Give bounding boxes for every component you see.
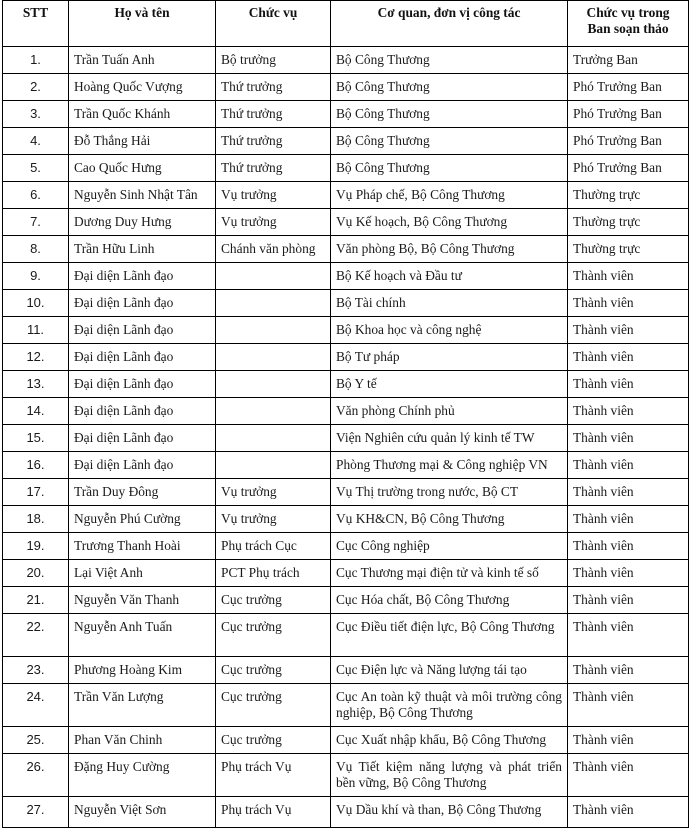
cell-position [216,371,331,398]
cell-name: Đại diện Lãnh đạo [69,371,216,398]
cell-organization: Bộ Tài chính [331,290,568,317]
header-committee-role: Chức vụ trong Ban soạn thảo [568,1,689,47]
cell-stt: 24. [3,684,69,727]
cell-position: Phụ trách Cục [216,533,331,560]
cell-committee-role: Thành viên [568,797,689,828]
cell-stt: 9. [3,263,69,290]
cell-name: Đại diện Lãnh đạo [69,425,216,452]
cell-committee-role: Phó Trưởng Ban [568,155,689,182]
cell-organization: Cục Thương mại điện tử và kinh tế số [331,560,568,587]
cell-organization: Bộ Tư pháp [331,344,568,371]
cell-stt: 25. [3,727,69,754]
cell-position: Thứ trưởng [216,155,331,182]
cell-organization: Vụ Dầu khí và than, Bộ Công Thương [331,797,568,828]
table-row [3,290,689,317]
cell-committee-role: Phó Trưởng Ban [568,128,689,155]
cell-name: Đại diện Lãnh đạo [69,344,216,371]
table-row [3,263,689,290]
cell-organization: Bộ Công Thương [331,101,568,128]
cell-committee-role: Thành viên [568,533,689,560]
cell-stt: 16. [3,452,69,479]
cell-organization: Vụ KH&CN, Bộ Công Thương [331,506,568,533]
cell-position [216,263,331,290]
table-row [3,452,689,479]
cell-position: PCT Phụ trách [216,560,331,587]
cell-position: Vụ trưởng [216,209,331,236]
cell-position: Vụ trưởng [216,479,331,506]
cell-position: Cục trưởng [216,727,331,754]
cell-stt: 26. [3,754,69,797]
cell-organization: Cục Công nghiệp [331,533,568,560]
cell-stt: 8. [3,236,69,263]
table-row [3,560,689,587]
cell-stt: 17. [3,479,69,506]
cell-committee-role: Thường trực [568,209,689,236]
cell-position: Vụ trưởng [216,182,331,209]
table-row [3,371,689,398]
cell-name: Trần Quốc Khánh [69,101,216,128]
cell-name: Nguyễn Việt Sơn [69,797,216,828]
cell-stt: 20. [3,560,69,587]
cell-organization: Vụ Pháp chế, Bộ Công Thương [331,182,568,209]
table-row [3,425,689,452]
table-row [3,317,689,344]
table-row [3,101,689,128]
cell-organization: Bộ Công Thương [331,74,568,101]
table-row [3,587,689,614]
cell-committee-role: Thành viên [568,317,689,344]
header-name: Họ và tên [69,1,216,47]
cell-organization: Bộ Y tế [331,371,568,398]
header-position: Chức vụ [216,1,331,47]
cell-position: Thứ trưởng [216,74,331,101]
cell-stt: 3. [3,101,69,128]
cell-organization: Bộ Khoa học và công nghệ [331,317,568,344]
cell-organization: Bộ Kế hoạch và Đầu tư [331,263,568,290]
table-row [3,506,689,533]
table-row [3,657,689,684]
cell-position [216,290,331,317]
header-stt: STT [3,1,69,47]
table-row [3,344,689,371]
cell-committee-role: Thành viên [568,587,689,614]
cell-position: Phụ trách Vụ [216,797,331,828]
cell-committee-role: Thành viên [568,344,689,371]
cell-organization: Cục Xuất nhập khẩu, Bộ Công Thương [331,727,568,754]
cell-committee-role: Thành viên [568,398,689,425]
table-row [3,614,689,657]
cell-name: Đại diện Lãnh đạo [69,263,216,290]
cell-name: Đỗ Thắng Hải [69,128,216,155]
cell-name: Đại diện Lãnh đạo [69,290,216,317]
cell-position: Chánh văn phòng [216,236,331,263]
cell-committee-role: Thành viên [568,684,689,727]
cell-stt: 27. [3,797,69,828]
table-row [3,533,689,560]
table-row [3,754,689,797]
cell-position: Phụ trách Vụ [216,754,331,797]
cell-name: Nguyễn Sinh Nhật Tân [69,182,216,209]
cell-stt: 1. [3,47,69,74]
cell-name: Phan Văn Chinh [69,727,216,754]
cell-committee-role: Thành viên [568,614,689,657]
cell-stt: 13. [3,371,69,398]
cell-organization: Cục Điện lực và Năng lượng tái tạo [331,657,568,684]
cell-committee-role: Thường trực [568,236,689,263]
table-row [3,209,689,236]
cell-organization: Cục Hóa chất, Bộ Công Thương [331,587,568,614]
cell-stt: 19. [3,533,69,560]
cell-stt: 15. [3,425,69,452]
table-header-row [3,1,689,47]
cell-name: Phương Hoàng Kim [69,657,216,684]
table-row [3,74,689,101]
cell-organization: Văn phòng Chính phủ [331,398,568,425]
cell-organization: Cục An toàn kỹ thuật và môi trường công nghiệp, Bộ Công Thương [331,684,568,727]
cell-name: Trần Duy Đông [69,479,216,506]
cell-stt: 23. [3,657,69,684]
cell-organization: Cục Điều tiết điện lực, Bộ Công Thương [331,614,568,657]
cell-stt: 11. [3,317,69,344]
table-row [3,684,689,727]
cell-stt: 18. [3,506,69,533]
cell-position [216,317,331,344]
cell-name: Trần Tuấn Anh [69,47,216,74]
cell-committee-role: Thành viên [568,425,689,452]
cell-committee-role: Thành viên [568,727,689,754]
cell-committee-role: Thành viên [568,371,689,398]
cell-position: Cục trưởng [216,657,331,684]
cell-position [216,425,331,452]
cell-name: Đặng Huy Cường [69,754,216,797]
cell-name: Trần Văn Lượng [69,684,216,727]
table-row [3,479,689,506]
cell-position [216,452,331,479]
table-row [3,398,689,425]
cell-organization: Phòng Thương mại & Công nghiệp VN [331,452,568,479]
cell-position: Thứ trưởng [216,101,331,128]
cell-committee-role: Thành viên [568,479,689,506]
table-row [3,128,689,155]
cell-stt: 22. [3,614,69,657]
cell-stt: 12. [3,344,69,371]
cell-name: Nguyễn Phú Cường [69,506,216,533]
cell-committee-role: Trưởng Ban [568,47,689,74]
table-row [3,727,689,754]
table-row [3,182,689,209]
cell-position: Vụ trưởng [216,506,331,533]
cell-stt: 5. [3,155,69,182]
cell-position: Bộ trưởng [216,47,331,74]
cell-name: Đại diện Lãnh đạo [69,398,216,425]
cell-name: Đại diện Lãnh đạo [69,317,216,344]
header-organization: Cơ quan, đơn vị công tác [331,1,568,47]
cell-name: Nguyễn Văn Thanh [69,587,216,614]
cell-name: Đại diện Lãnh đạo [69,452,216,479]
cell-organization: Bộ Công Thương [331,47,568,74]
cell-position [216,344,331,371]
cell-organization: Văn phòng Bộ, Bộ Công Thương [331,236,568,263]
cell-position: Cục trưởng [216,684,331,727]
cell-position [216,398,331,425]
cell-stt: 14. [3,398,69,425]
table-row [3,236,689,263]
cell-name: Hoàng Quốc Vượng [69,74,216,101]
cell-organization: Bộ Công Thương [331,128,568,155]
cell-organization: Bộ Công Thương [331,155,568,182]
cell-organization: Viện Nghiên cứu quản lý kinh tế TW [331,425,568,452]
table-row [3,47,689,74]
cell-name: Nguyễn Anh Tuấn [69,614,216,657]
cell-committee-role: Thành viên [568,560,689,587]
cell-position: Thứ trưởng [216,128,331,155]
table-row [3,155,689,182]
cell-name: Cao Quốc Hưng [69,155,216,182]
cell-name: Dương Duy Hưng [69,209,216,236]
cell-stt: 2. [3,74,69,101]
cell-committee-role: Thành viên [568,263,689,290]
cell-committee-role: Phó Trưởng Ban [568,74,689,101]
table-row [3,797,689,828]
cell-committee-role: Thành viên [568,657,689,684]
cell-committee-role: Thành viên [568,290,689,317]
cell-stt: 21. [3,587,69,614]
cell-organization: Vụ Thị trường trong nước, Bộ CT [331,479,568,506]
cell-committee-role: Thành viên [568,452,689,479]
cell-name: Trương Thanh Hoài [69,533,216,560]
cell-stt: 4. [3,128,69,155]
cell-name: Lại Việt Anh [69,560,216,587]
cell-position: Cục trưởng [216,614,331,657]
cell-stt: 6. [3,182,69,209]
cell-organization: Vụ Tiết kiệm năng lượng và phát triển bền vững, Bộ Công Thương [331,754,568,797]
cell-stt: 7. [3,209,69,236]
drafting-committee-table [2,0,689,828]
cell-stt: 10. [3,290,69,317]
cell-name: Trần Hữu Linh [69,236,216,263]
cell-committee-role: Thành viên [568,754,689,797]
cell-committee-role: Thường trực [568,182,689,209]
cell-position: Cục trưởng [216,587,331,614]
cell-committee-role: Thành viên [568,506,689,533]
cell-organization: Vụ Kế hoạch, Bộ Công Thương [331,209,568,236]
cell-committee-role: Phó Trưởng Ban [568,101,689,128]
